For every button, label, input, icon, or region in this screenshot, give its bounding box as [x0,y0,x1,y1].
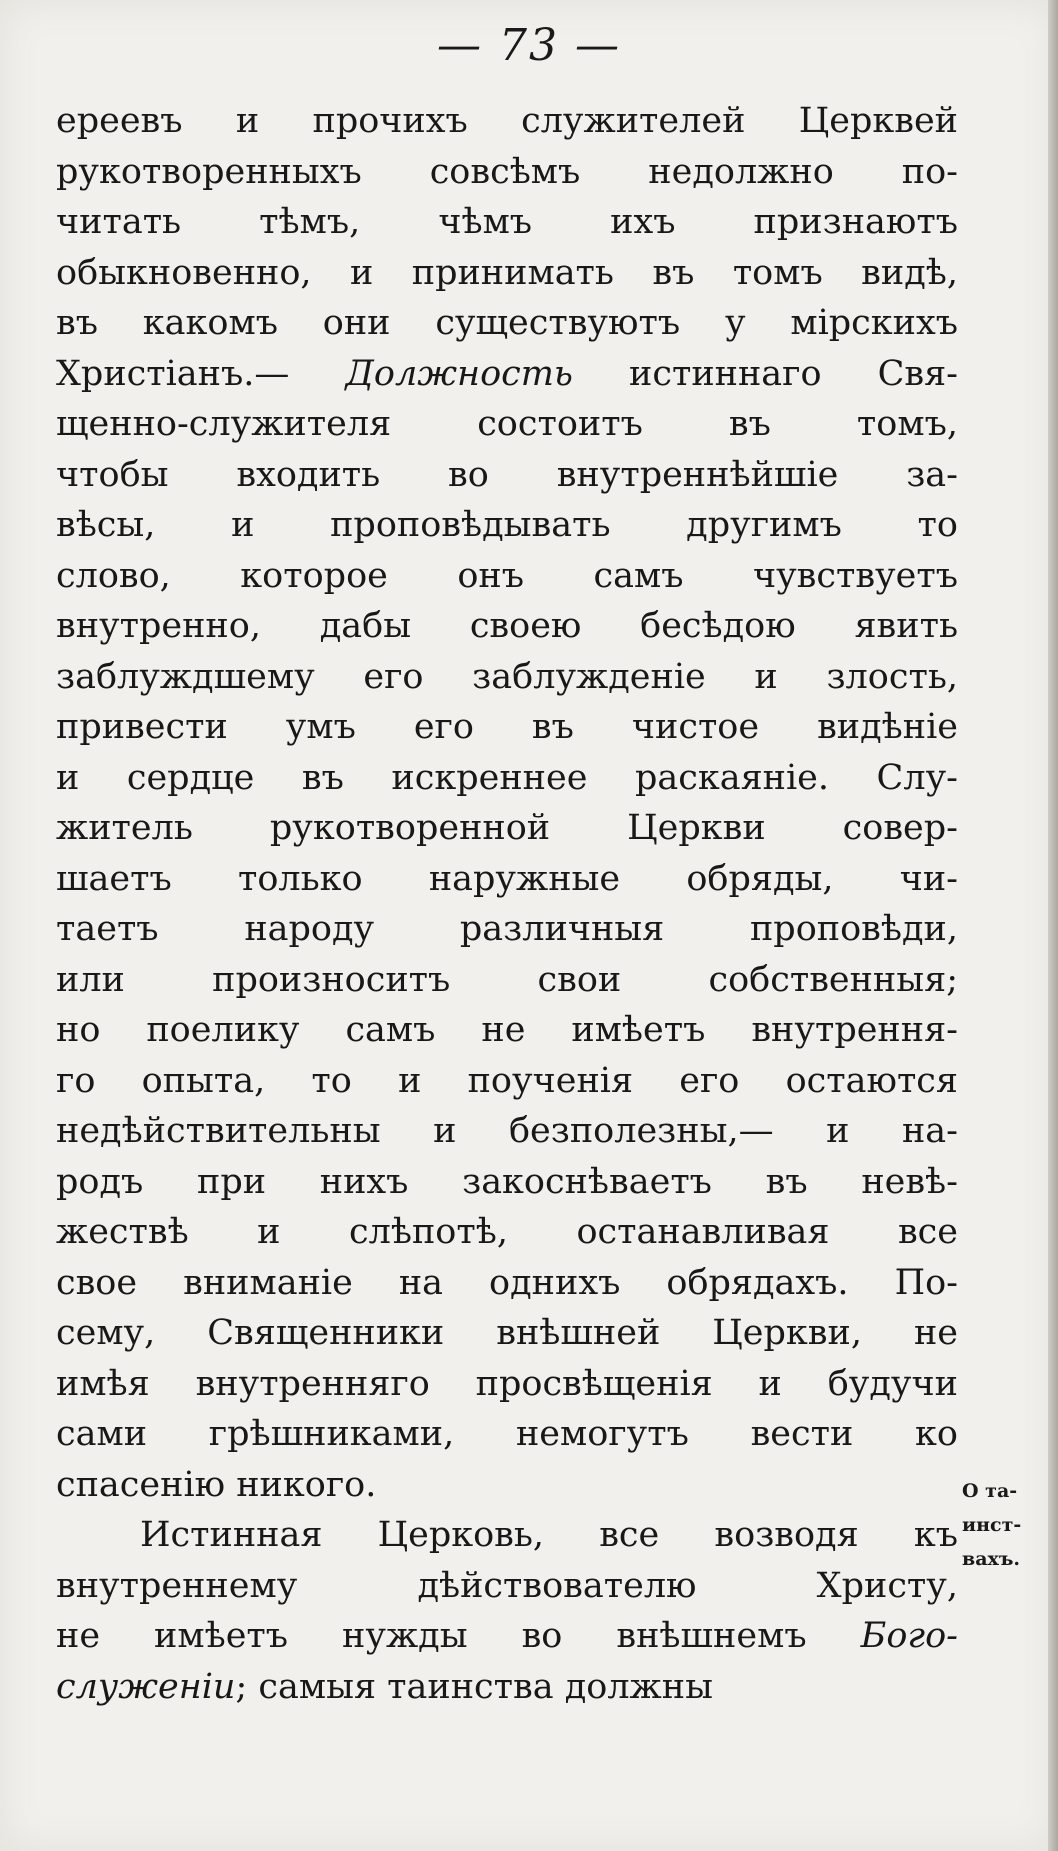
text-line: внутреннему дѣйствователю Христу, [56,1565,958,1606]
text-line: таетъ народу различныя проповѣди, [56,909,958,949]
margin-note [962,1474,1050,1576]
text-line: родъ при нихъ закоснѣваетъ въ невѣ- [56,1161,958,1202]
text-line: недѣйствительны и безполезны,— и на- [56,1111,958,1151]
paragraph-2 [56,1510,958,1712]
margin-note-line: О та- [962,1480,1018,1502]
text-line: но поелику самъ не имѣетъ внутрення- [56,1010,958,1050]
text-line: го опыта, то и поученія его остаются [56,1060,958,1101]
text-line: и сердце въ искреннее раскаяніе. Слу- [56,757,958,798]
italic-text: Должность [345,353,573,394]
text-line [56,1662,958,1713]
text-line [56,349,958,400]
text-line: Истинная Церковь, все возводя къ [140,1515,958,1555]
text-line: привести умъ его въ чистое видѣніе [56,707,958,747]
text-line: обыкновенно, и принимать въ томъ видѣ, [56,252,958,293]
page-number: — 73 — [437,20,621,71]
text-line: заблуждшему его заблужденіе и злость, [56,656,958,697]
text-line [56,1611,958,1662]
text-line: шаетъ только наружные обряды, чи- [56,858,958,899]
text-line: въ какомъ они существуютъ у мірскихъ [56,303,958,343]
text-line: или произноситъ свои собственныя; [56,959,958,1000]
text-line: чтобы входить во внутреннѣйшіе за- [56,454,958,495]
text-line: читать тѣмъ, чѣмъ ихъ признаютъ [56,202,958,242]
italic-text: Бого- [860,1616,958,1656]
text-line: сами грѣшниками, немогутъ вести ко [56,1414,958,1454]
text-line: имѣя внутренняго просвѣщенія и будучи [56,1363,958,1404]
text-line: ереевъ и прочихъ служителей Церквей [56,101,958,141]
text-line: спасенію никого. [56,1464,377,1505]
text-line: свое вниманіе на однихъ обрядахъ. По- [56,1262,958,1303]
text-line: внутренно, дабы своею бесѣдою явить [56,606,958,646]
text-line: житель рукотворенной Церкви совер- [56,808,958,848]
text-line: слово, которое онъ самъ чувствуетъ [56,555,958,596]
margin-note-line: инст- [962,1514,1022,1536]
body-text [56,96,958,1712]
text-segment: ; самыя таинства должны [235,1666,713,1707]
text-line: рукотворенныхъ совсѣмъ недолжно по- [56,151,958,192]
text-segment: истиннаго Свя- [573,353,958,394]
paragraph-1 [56,96,958,1510]
text-line: жествѣ и слѣпотѣ, останавливая все [56,1212,958,1252]
text-line: вѣсы, и проповѣдывать другимъ то [56,505,958,545]
text-line: щенно-служителя состоитъ въ томъ, [56,404,958,444]
text-segment: не имѣетъ нужды во внѣшнемъ [56,1616,861,1656]
italic-text: служеніи [56,1666,236,1707]
text-line: сему, Священники внѣшней Церкви, не [56,1313,958,1353]
text-segment: Христіанъ.— [56,353,346,394]
margin-note-line: вахъ. [962,1548,1021,1570]
